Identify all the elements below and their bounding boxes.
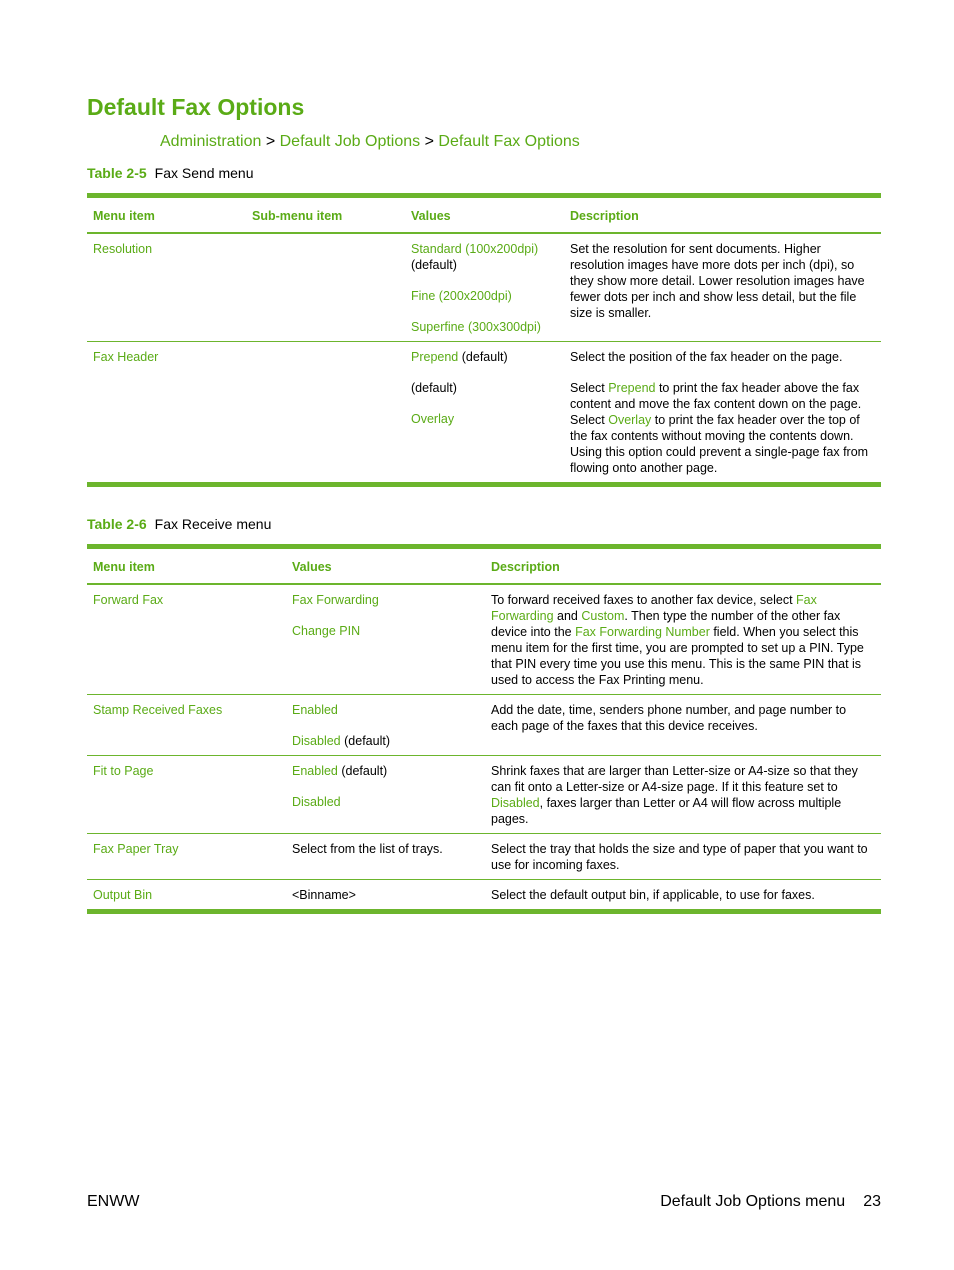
footer-section-title: Default Job Options menu	[660, 1193, 846, 1210]
description-cell: Set the resolution for sent documents. Higher resolution images have more dots per inch (dpi), so they show more detail. Lower resolution images have fewer dots per inch and show less detail, but the file size is smaller.	[564, 233, 881, 342]
description-cell: Select the default output bin, if applicable, to use for faxes.	[491, 888, 815, 902]
description-cell: Shrink faxes that are larger than Letter-size or A4-size so that they can fit onto a Letter-size or A4-size page. If it this feature set to Disabled, faxes larger than Letter or A4 will flow across multiple pages.	[485, 756, 881, 834]
inline-link-custom[interactable]: Custom	[581, 609, 625, 623]
menu-item-resolution[interactable]: Resolution	[93, 242, 153, 256]
value-standard[interactable]: Standard (100x200dpi)	[411, 242, 539, 256]
table-row	[87, 834, 881, 880]
inline-link-overlay[interactable]: Overlay	[608, 413, 652, 427]
description-text: Select the position of the fax header on the page.	[570, 350, 843, 364]
description-cell: Add the date, time, senders phone number, and page number to each page of the faxes that this device receives.	[485, 695, 881, 756]
value-disabled[interactable]: Disabled	[292, 795, 341, 809]
value-enabled[interactable]: Enabled	[292, 703, 338, 717]
table-row	[87, 695, 881, 756]
table-row	[87, 880, 881, 912]
menu-item-output-bin[interactable]: Output Bin	[93, 888, 153, 902]
menu-item-fax-header[interactable]: Fax Header	[93, 350, 159, 364]
default-note: (default)	[411, 258, 457, 272]
table-caption-fax-receive	[87, 515, 271, 533]
menu-item-fit-to-page[interactable]: Fit to Page	[93, 764, 154, 778]
inline-link-fax-forwarding-number[interactable]: Fax Forwarding Number	[575, 625, 710, 639]
menu-item-fax-paper-tray[interactable]: Fax Paper Tray	[93, 842, 179, 856]
value-overlay[interactable]: Overlay	[411, 412, 455, 426]
column-header-sub-menu-item: Sub-menu item	[246, 196, 405, 234]
page-number: 23	[863, 1193, 881, 1210]
table-row	[87, 584, 881, 695]
default-note: (default)	[344, 734, 390, 748]
value-change-pin[interactable]: Change PIN	[292, 624, 361, 638]
column-header-menu-item: Menu item	[87, 547, 286, 585]
sub-menu-cell	[246, 233, 405, 342]
footer-left: ENWW	[87, 1193, 140, 1210]
value-fine[interactable]: Fine (200x200dpi)	[411, 289, 512, 303]
table-row	[87, 756, 881, 834]
inline-link-fax-forwarding[interactable]: Fax Forwarding	[491, 593, 817, 623]
menu-item-stamp-received-faxes[interactable]: Stamp Received Faxes	[93, 703, 223, 717]
column-header-values: Values	[286, 547, 485, 585]
column-header-description: Description	[564, 196, 881, 234]
table-row	[87, 233, 881, 342]
table-caption-text: Fax Receive menu	[154, 516, 272, 532]
value-superfine[interactable]: Superfine (300x300dpi)	[411, 320, 541, 334]
breadcrumb	[160, 132, 580, 152]
value-prepend[interactable]: Prepend	[411, 350, 459, 364]
breadcrumb-link-administration[interactable]: Administration	[160, 133, 262, 150]
footer-right	[660, 1192, 881, 1212]
description-cell: Select the tray that holds the size and type of paper that you want to use for incoming faxes.	[485, 834, 881, 880]
inline-link-disabled[interactable]: Disabled	[491, 796, 540, 810]
default-note: (default)	[411, 381, 457, 395]
value-cell: Select from the list of trays.	[286, 834, 485, 880]
description-cell: To forward received faxes to another fax device, select Fax Forwarding and Custom. Then type the number of the other fax device into the Fax Forwarding Number field. When you select this menu item for the first time, you are prompted to set up a PIN. Type that PIN every time you use this menu. This is the same PIN that is used to access the Fax Printing menu.	[485, 584, 881, 695]
description-text: Select Prepend to print the fax header above the fax content and move the fax content down on the page. Select Overlay to print the fax header over the top of the fax contents without moving the contents down. Using this option could prevent a single-page fax from flowing onto another page.	[570, 381, 869, 475]
default-note: (default)	[461, 350, 508, 364]
table-header-row	[87, 547, 881, 585]
table-number: Table 2-6	[87, 516, 147, 532]
column-header-menu-item: Menu item	[87, 196, 246, 234]
column-header-description: Description	[485, 547, 881, 585]
breadcrumb-link-default-fax-options[interactable]: Default Fax Options	[438, 133, 580, 150]
breadcrumb-separator: >	[265, 133, 276, 150]
sub-menu-cell	[246, 342, 405, 485]
value-enabled[interactable]: Enabled	[292, 764, 338, 778]
table-row	[87, 342, 881, 485]
breadcrumb-link-default-job-options[interactable]: Default Job Options	[279, 133, 421, 150]
table-caption-fax-send	[87, 164, 254, 182]
column-header-values: Values	[405, 196, 564, 234]
fax-send-table	[87, 193, 881, 487]
fax-receive-table	[87, 544, 881, 914]
table-header-row	[87, 196, 881, 234]
inline-link-prepend[interactable]: Prepend	[608, 381, 656, 395]
value-disabled[interactable]: Disabled	[292, 734, 341, 748]
default-note: (default)	[341, 764, 388, 778]
breadcrumb-separator: >	[424, 133, 434, 150]
table-number: Table 2-5	[87, 165, 147, 181]
value-fax-forwarding[interactable]: Fax Forwarding	[292, 593, 379, 607]
menu-item-forward-fax[interactable]: Forward Fax	[93, 593, 164, 607]
table-caption-text: Fax Send menu	[154, 165, 254, 181]
value-cell: <Binname>	[292, 888, 356, 902]
page-title: Default Fax Options	[87, 94, 305, 120]
